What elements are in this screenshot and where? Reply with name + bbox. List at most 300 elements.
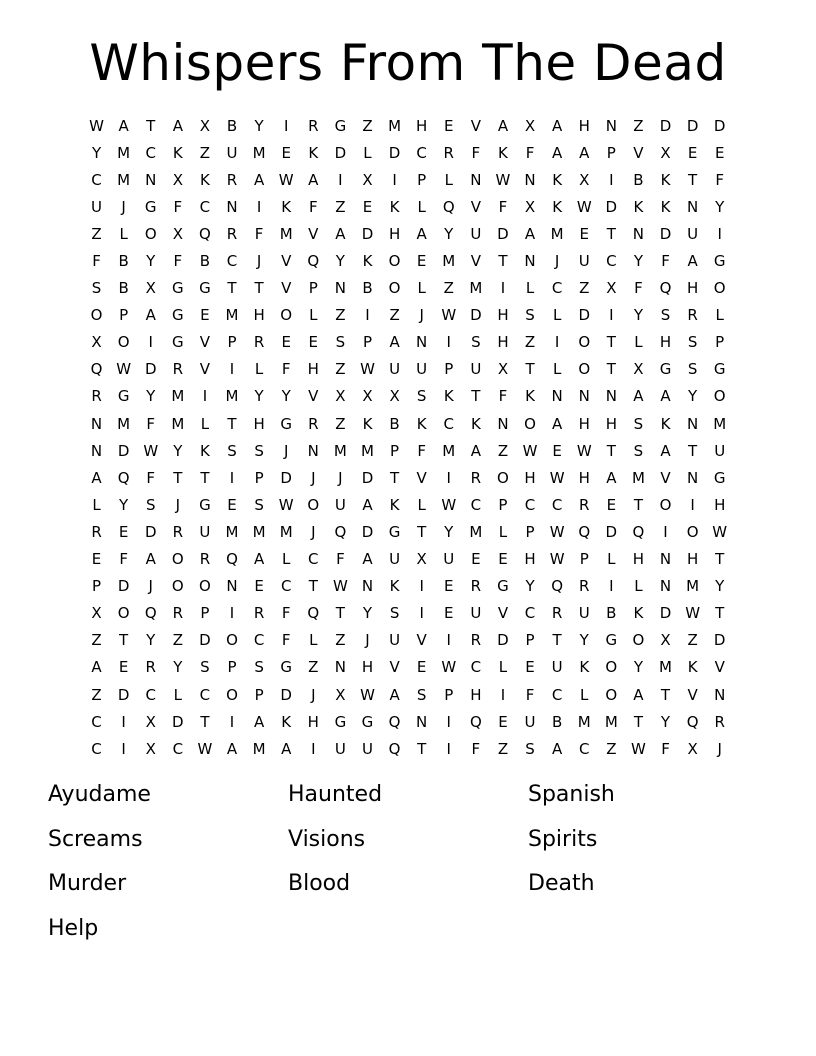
grid-cell[interactable]: C — [145, 685, 156, 704]
grid-cell[interactable]: A — [172, 116, 183, 135]
grid-cell[interactable]: Z — [497, 441, 509, 460]
grid-cell[interactable]: A — [552, 414, 563, 433]
grid-cell[interactable]: C — [470, 495, 482, 514]
grid-cell[interactable]: Q — [469, 712, 482, 731]
grid-cell[interactable]: W — [441, 495, 457, 514]
grid-cell[interactable]: F — [634, 279, 643, 298]
grid-cell[interactable]: J — [121, 197, 126, 216]
grid-cell[interactable]: G — [388, 522, 401, 541]
grid-cell[interactable]: S — [416, 387, 427, 406]
grid-cell[interactable]: G — [280, 414, 293, 433]
grid-cell[interactable]: X — [91, 604, 102, 623]
grid-cell[interactable]: D — [117, 577, 130, 596]
grid-cell[interactable]: O — [497, 468, 509, 487]
grid-cell[interactable]: F — [336, 550, 345, 569]
grid-cell[interactable]: A — [145, 306, 156, 325]
grid-cell[interactable]: T — [715, 550, 725, 569]
grid-cell[interactable]: W — [278, 170, 294, 189]
grid-cell[interactable]: C — [226, 252, 238, 271]
grid-cell[interactable]: S — [416, 685, 427, 704]
grid-cell[interactable]: A — [362, 495, 373, 514]
grid-cell[interactable]: B — [199, 252, 211, 271]
grid-cell[interactable]: T — [633, 495, 643, 514]
grid-cell[interactable]: D — [172, 712, 184, 731]
grid-cell[interactable]: Y — [444, 224, 454, 243]
grid-cell[interactable]: K — [281, 197, 292, 216]
grid-cell[interactable]: H — [605, 414, 617, 433]
grid-cell[interactable]: M — [225, 306, 239, 325]
grid-cell[interactable]: N — [497, 414, 509, 433]
grid-cell[interactable]: P — [200, 604, 210, 623]
grid-cell[interactable]: Z — [606, 739, 617, 758]
grid-cell[interactable]: K — [416, 414, 427, 433]
grid-cell[interactable]: K — [498, 143, 508, 162]
grid-cell[interactable]: U — [578, 252, 590, 271]
grid-cell[interactable]: D — [280, 468, 292, 487]
grid-cell[interactable]: D — [659, 224, 672, 243]
grid-cell[interactable]: F — [281, 604, 291, 623]
grid-cell[interactable]: E — [444, 604, 454, 623]
grid-cell[interactable]: X — [687, 739, 698, 758]
grid-cell[interactable]: M — [279, 522, 293, 541]
grid-cell[interactable]: Z — [443, 279, 454, 298]
grid-cell[interactable]: K — [525, 387, 535, 406]
grid-cell[interactable]: S — [389, 604, 400, 623]
grid-cell[interactable]: R — [253, 604, 265, 623]
grid-cell[interactable]: W — [360, 685, 375, 704]
grid-cell[interactable]: U — [470, 604, 482, 623]
grid-cell[interactable]: A — [687, 252, 698, 271]
grid-cell[interactable]: N — [307, 441, 319, 460]
grid-cell[interactable]: T — [417, 522, 427, 541]
grid-cell[interactable]: A — [226, 739, 238, 758]
grid-cell[interactable]: N — [605, 116, 617, 135]
grid-cell[interactable]: T — [660, 685, 671, 704]
grid-cell[interactable]: R — [470, 577, 482, 596]
grid-cell[interactable]: U — [389, 631, 401, 650]
grid-cell[interactable]: H — [497, 333, 509, 352]
grid-cell[interactable]: N — [416, 333, 428, 352]
grid-cell[interactable]: A — [253, 550, 265, 569]
grid-cell[interactable]: V — [308, 387, 319, 406]
grid-cell[interactable]: K — [660, 197, 671, 216]
grid-cell[interactable]: H — [497, 306, 509, 325]
grid-cell[interactable]: X — [335, 685, 346, 704]
grid-cell[interactable]: P — [390, 441, 400, 460]
grid-cell[interactable]: I — [446, 468, 451, 487]
grid-cell[interactable]: U — [389, 360, 401, 379]
grid-cell[interactable]: G — [659, 360, 672, 379]
grid-cell[interactable]: L — [715, 306, 724, 325]
grid-cell[interactable]: E — [606, 495, 617, 514]
grid-cell[interactable]: N — [714, 685, 726, 704]
grid-cell[interactable]: F — [119, 550, 128, 569]
grid-cell[interactable]: J — [554, 252, 560, 271]
grid-cell[interactable]: I — [419, 577, 424, 596]
grid-cell[interactable]: E — [444, 577, 454, 596]
grid-cell[interactable]: R — [253, 333, 265, 352]
grid-cell[interactable]: K — [200, 170, 210, 189]
grid-cell[interactable]: C — [524, 495, 536, 514]
grid-cell[interactable]: I — [609, 577, 614, 596]
grid-cell[interactable]: N — [605, 387, 617, 406]
grid-cell[interactable]: W — [712, 522, 728, 541]
grid-cell[interactable]: L — [200, 414, 210, 433]
grid-cell[interactable]: R — [226, 170, 238, 189]
grid-cell[interactable]: D — [361, 468, 374, 487]
grid-cell[interactable]: V — [497, 604, 509, 623]
grid-cell[interactable]: A — [281, 739, 292, 758]
grid-cell[interactable]: T — [389, 468, 400, 487]
grid-cell[interactable]: S — [254, 495, 264, 514]
grid-cell[interactable]: V — [308, 224, 319, 243]
grid-cell[interactable]: N — [145, 170, 157, 189]
grid-cell[interactable]: U — [714, 441, 726, 460]
grid-cell[interactable]: T — [417, 739, 427, 758]
grid-cell[interactable]: K — [552, 197, 563, 216]
grid-cell[interactable]: T — [715, 604, 725, 623]
grid-cell[interactable]: P — [498, 495, 508, 514]
grid-cell[interactable]: A — [579, 143, 590, 162]
grid-cell[interactable]: I — [256, 197, 262, 216]
grid-cell[interactable]: Z — [524, 333, 536, 352]
grid-cell[interactable]: K — [389, 495, 400, 514]
grid-cell[interactable]: U — [334, 739, 346, 758]
grid-cell[interactable]: M — [225, 387, 239, 406]
grid-cell[interactable]: G — [713, 468, 726, 487]
grid-cell[interactable]: I — [446, 631, 451, 650]
grid-cell[interactable]: R — [714, 712, 725, 731]
grid-cell[interactable]: C — [578, 739, 590, 758]
grid-cell[interactable]: Q — [90, 360, 103, 379]
grid-cell[interactable]: H — [578, 116, 590, 135]
grid-cell[interactable]: D — [388, 143, 401, 162]
grid-cell[interactable]: E — [362, 197, 373, 216]
grid-cell[interactable]: A — [335, 224, 346, 243]
grid-cell[interactable]: P — [92, 577, 102, 596]
grid-cell[interactable]: L — [634, 577, 643, 596]
grid-cell[interactable]: Y — [525, 577, 535, 596]
grid-cell[interactable]: U — [443, 550, 455, 569]
grid-cell[interactable]: Q — [117, 468, 130, 487]
grid-cell[interactable]: U — [334, 495, 346, 514]
grid-cell[interactable]: M — [171, 387, 185, 406]
grid-cell[interactable]: L — [417, 279, 426, 298]
grid-cell[interactable]: N — [470, 170, 482, 189]
grid-cell[interactable]: V — [281, 279, 292, 298]
grid-cell[interactable]: F — [471, 143, 481, 162]
grid-cell[interactable]: M — [117, 170, 131, 189]
grid-cell[interactable]: R — [172, 522, 184, 541]
grid-cell[interactable]: N — [659, 550, 672, 569]
grid-cell[interactable]: Y — [660, 712, 671, 731]
grid-cell[interactable]: H — [416, 116, 428, 135]
grid-cell[interactable]: L — [119, 224, 128, 243]
grid-cell[interactable]: Z — [579, 279, 590, 298]
letter-grid[interactable] — [83, 112, 733, 762]
grid-cell[interactable]: Y — [715, 197, 725, 216]
grid-cell[interactable]: K — [281, 712, 292, 731]
grid-cell[interactable]: K — [308, 143, 319, 162]
grid-cell[interactable]: O — [605, 658, 618, 677]
grid-cell[interactable]: M — [388, 116, 402, 135]
grid-cell[interactable]: S — [525, 739, 535, 758]
grid-cell[interactable]: A — [633, 387, 644, 406]
grid-cell[interactable]: K — [443, 387, 454, 406]
grid-cell[interactable]: E — [552, 441, 562, 460]
grid-cell[interactable]: D — [659, 604, 672, 623]
grid-cell[interactable]: T — [200, 468, 210, 487]
grid-cell[interactable]: Q — [307, 604, 320, 623]
grid-cell[interactable]: O — [524, 414, 536, 433]
grid-cell[interactable]: G — [117, 387, 130, 406]
grid-cell[interactable]: K — [552, 170, 563, 189]
grid-cell[interactable]: I — [500, 279, 506, 298]
grid-cell[interactable]: J — [283, 441, 289, 460]
grid-cell[interactable]: D — [199, 631, 211, 650]
grid-cell[interactable]: M — [469, 279, 483, 298]
grid-cell[interactable]: A — [552, 116, 563, 135]
grid-cell[interactable]: P — [119, 306, 129, 325]
grid-cell[interactable]: T — [606, 441, 616, 460]
grid-cell[interactable]: Z — [687, 631, 698, 650]
grid-cell[interactable]: N — [686, 414, 699, 433]
grid-cell[interactable]: J — [148, 577, 153, 596]
grid-cell[interactable]: Q — [226, 550, 238, 569]
grid-cell[interactable]: S — [145, 495, 156, 514]
grid-cell[interactable]: Y — [281, 387, 291, 406]
grid-cell[interactable]: P — [417, 170, 427, 189]
grid-cell[interactable]: Y — [715, 577, 725, 596]
grid-cell[interactable]: X — [362, 170, 373, 189]
grid-cell[interactable]: V — [416, 631, 427, 650]
grid-cell[interactable]: S — [200, 658, 210, 677]
grid-cell[interactable]: W — [549, 468, 565, 487]
grid-cell[interactable]: C — [416, 143, 427, 162]
grid-cell[interactable]: X — [497, 360, 509, 379]
grid-cell[interactable]: R — [172, 360, 184, 379]
grid-cell[interactable]: T — [633, 712, 643, 731]
grid-cell[interactable]: M — [252, 739, 266, 758]
grid-cell[interactable]: C — [551, 495, 563, 514]
grid-cell[interactable]: W — [360, 360, 375, 379]
grid-cell[interactable]: T — [308, 577, 318, 596]
grid-cell[interactable]: S — [254, 658, 264, 677]
grid-cell[interactable]: N — [524, 170, 536, 189]
grid-cell[interactable]: F — [173, 252, 183, 271]
grid-cell[interactable]: C — [551, 685, 563, 704]
grid-cell[interactable]: H — [253, 306, 265, 325]
grid-cell[interactable]: U — [226, 143, 238, 162]
grid-cell[interactable]: K — [362, 414, 373, 433]
grid-cell[interactable]: T — [525, 360, 535, 379]
grid-cell[interactable]: L — [417, 197, 426, 216]
grid-cell[interactable]: J — [338, 468, 343, 487]
grid-cell[interactable]: W — [197, 739, 213, 758]
grid-cell[interactable]: J — [365, 631, 370, 650]
grid-cell[interactable]: F — [498, 197, 508, 216]
grid-cell[interactable]: L — [498, 522, 508, 541]
grid-cell[interactable]: B — [226, 116, 238, 135]
grid-cell[interactable]: Q — [388, 712, 401, 731]
grid-cell[interactable]: M — [604, 712, 618, 731]
grid-cell[interactable]: D — [361, 522, 374, 541]
grid-cell[interactable]: Z — [335, 631, 346, 650]
grid-cell[interactable]: J — [256, 252, 262, 271]
grid-cell[interactable]: I — [229, 712, 235, 731]
grid-cell[interactable]: X — [199, 116, 211, 135]
grid-cell[interactable]: K — [633, 197, 644, 216]
grid-cell[interactable]: R — [308, 414, 319, 433]
grid-cell[interactable]: R — [470, 468, 482, 487]
grid-cell[interactable]: V — [389, 658, 400, 677]
grid-cell[interactable]: K — [579, 658, 590, 677]
grid-cell[interactable]: C — [199, 685, 211, 704]
grid-cell[interactable]: M — [442, 252, 456, 271]
grid-cell[interactable]: O — [171, 550, 184, 569]
grid-cell[interactable]: N — [90, 441, 103, 460]
grid-cell[interactable]: I — [554, 333, 560, 352]
grid-cell[interactable]: A — [362, 550, 373, 569]
grid-cell[interactable]: D — [605, 197, 618, 216]
grid-cell[interactable]: D — [659, 116, 672, 135]
grid-cell[interactable]: N — [686, 197, 699, 216]
grid-cell[interactable]: W — [576, 197, 592, 216]
grid-cell[interactable]: H — [578, 468, 590, 487]
grid-cell[interactable]: P — [715, 333, 725, 352]
grid-cell[interactable]: J — [311, 522, 316, 541]
grid-cell[interactable]: H — [686, 550, 699, 569]
grid-cell[interactable]: Q — [551, 577, 564, 596]
grid-cell[interactable]: V — [281, 252, 292, 271]
grid-cell[interactable]: I — [392, 170, 397, 189]
grid-cell[interactable]: F — [281, 631, 291, 650]
grid-cell[interactable]: K — [687, 658, 698, 677]
grid-cell[interactable]: A — [524, 224, 536, 243]
grid-cell[interactable]: K — [172, 143, 183, 162]
grid-cell[interactable]: V — [687, 685, 698, 704]
grid-cell[interactable]: E — [281, 143, 291, 162]
grid-cell[interactable]: W — [522, 441, 538, 460]
grid-cell[interactable]: N — [524, 252, 536, 271]
grid-cell[interactable]: K — [389, 577, 400, 596]
grid-cell[interactable]: M — [686, 577, 700, 596]
grid-cell[interactable]: L — [607, 550, 616, 569]
grid-cell[interactable]: N — [226, 197, 238, 216]
grid-cell[interactable]: I — [446, 739, 451, 758]
grid-cell[interactable]: V — [416, 468, 427, 487]
grid-cell[interactable]: M — [252, 522, 266, 541]
grid-cell[interactable]: K — [660, 414, 671, 433]
grid-cell[interactable]: I — [229, 360, 235, 379]
grid-cell[interactable]: D — [117, 441, 130, 460]
grid-cell[interactable]: C — [253, 631, 265, 650]
grid-cell[interactable]: Q — [334, 522, 347, 541]
grid-cell[interactable]: A — [145, 550, 156, 569]
grid-cell[interactable]: M — [252, 143, 266, 162]
grid-cell[interactable]: K — [362, 252, 373, 271]
grid-cell[interactable]: C — [443, 414, 454, 433]
grid-cell[interactable]: I — [148, 333, 153, 352]
grid-cell[interactable]: L — [634, 333, 643, 352]
grid-cell[interactable]: K — [389, 197, 400, 216]
grid-cell[interactable]: M — [171, 414, 185, 433]
grid-cell[interactable]: Z — [497, 739, 509, 758]
grid-cell[interactable]: G — [497, 577, 509, 596]
grid-cell[interactable]: X — [172, 224, 183, 243]
grid-cell[interactable]: M — [713, 414, 727, 433]
grid-cell[interactable]: Q — [199, 224, 211, 243]
grid-cell[interactable]: A — [470, 441, 481, 460]
grid-cell[interactable]: R — [226, 224, 238, 243]
grid-cell[interactable]: A — [606, 468, 617, 487]
grid-cell[interactable]: D — [605, 522, 618, 541]
grid-cell[interactable]: Y — [633, 252, 643, 271]
grid-cell[interactable]: E — [498, 712, 508, 731]
grid-cell[interactable]: I — [500, 685, 506, 704]
grid-cell[interactable]: H — [686, 279, 699, 298]
grid-cell[interactable]: I — [338, 170, 343, 189]
grid-cell[interactable]: Z — [335, 306, 346, 325]
grid-cell[interactable]: F — [146, 468, 156, 487]
grid-cell[interactable]: C — [280, 577, 292, 596]
grid-cell[interactable]: O — [171, 577, 184, 596]
grid-cell[interactable]: L — [417, 495, 426, 514]
grid-cell[interactable]: U — [91, 197, 103, 216]
grid-cell[interactable]: B — [633, 170, 644, 189]
grid-cell[interactable]: I — [446, 712, 451, 731]
grid-cell[interactable]: M — [442, 441, 456, 460]
grid-cell[interactable]: P — [579, 550, 589, 569]
grid-cell[interactable]: V — [199, 360, 211, 379]
grid-cell[interactable]: O — [307, 495, 320, 514]
grid-cell[interactable]: E — [579, 224, 589, 243]
grid-cell[interactable]: A — [497, 116, 509, 135]
grid-cell[interactable]: R — [470, 631, 482, 650]
grid-cell[interactable]: I — [446, 333, 451, 352]
grid-cell[interactable]: Y — [688, 387, 698, 406]
grid-cell[interactable]: N — [334, 279, 346, 298]
grid-cell[interactable]: S — [633, 414, 644, 433]
grid-cell[interactable]: L — [498, 658, 508, 677]
grid-cell[interactable]: R — [145, 658, 156, 677]
grid-cell[interactable]: J — [311, 468, 316, 487]
grid-cell[interactable]: W — [332, 577, 348, 596]
grid-cell[interactable]: R — [551, 604, 563, 623]
grid-cell[interactable]: H — [361, 658, 374, 677]
grid-cell[interactable]: U — [470, 360, 482, 379]
grid-cell[interactable]: D — [578, 306, 591, 325]
grid-cell[interactable]: C — [172, 739, 184, 758]
grid-cell[interactable]: G — [361, 712, 374, 731]
grid-cell[interactable]: L — [525, 279, 535, 298]
grid-cell[interactable]: O — [578, 333, 591, 352]
grid-cell[interactable]: N — [686, 468, 699, 487]
grid-cell[interactable]: I — [609, 170, 614, 189]
grid-cell[interactable]: E — [498, 550, 508, 569]
grid-cell[interactable]: S — [660, 306, 671, 325]
grid-cell[interactable]: V — [470, 197, 481, 216]
grid-cell[interactable]: L — [92, 495, 101, 514]
grid-cell[interactable]: T — [227, 414, 237, 433]
grid-cell[interactable]: K — [633, 604, 644, 623]
grid-cell[interactable]: R — [199, 550, 211, 569]
grid-cell[interactable]: B — [551, 712, 563, 731]
grid-cell[interactable]: G — [199, 279, 211, 298]
grid-cell[interactable]: R — [579, 577, 590, 596]
grid-cell[interactable]: F — [661, 739, 670, 758]
grid-cell[interactable]: I — [365, 306, 370, 325]
